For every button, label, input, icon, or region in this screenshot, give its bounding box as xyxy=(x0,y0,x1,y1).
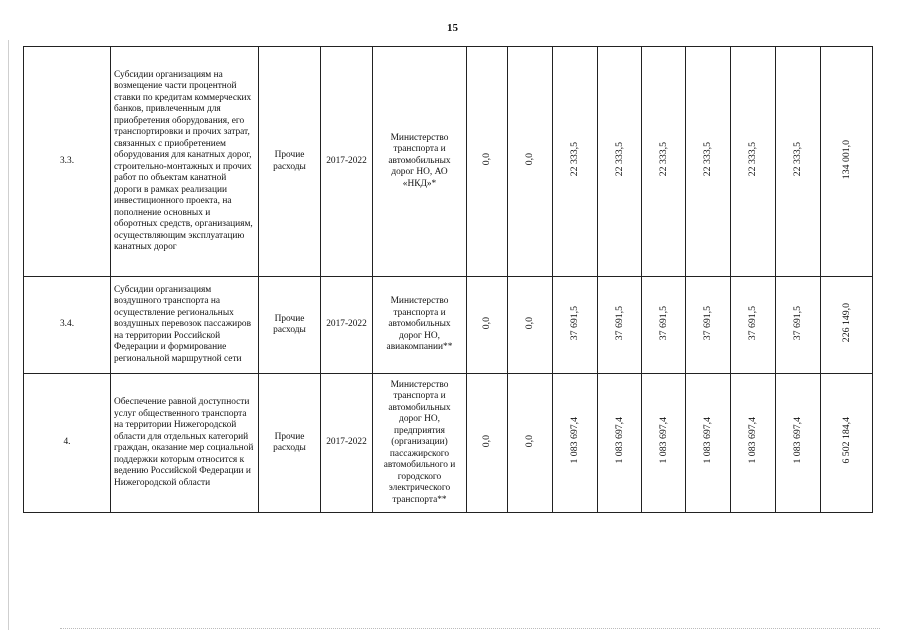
value-cell: 37 691,5 xyxy=(776,277,821,374)
total-cell: 226 149,0 xyxy=(821,277,873,374)
value-cell: 1 083 697,4 xyxy=(553,374,598,513)
value-cell: 22 333,5 xyxy=(598,47,642,277)
value-cell: 0,0 xyxy=(467,47,508,277)
table-row xyxy=(24,47,873,277)
period: 2017-2022 xyxy=(321,47,373,277)
period: 2017-2022 xyxy=(321,277,373,374)
value-cell: 1 083 697,4 xyxy=(686,374,731,513)
value-cell: 22 333,5 xyxy=(686,47,731,277)
scan-edge-left xyxy=(8,40,9,630)
value-cell: 22 333,5 xyxy=(731,47,776,277)
value-cell: 1 083 697,4 xyxy=(598,374,642,513)
total-cell: 6 502 184,4 xyxy=(821,374,873,513)
expense-type: Прочие расходы xyxy=(259,47,321,277)
table-row xyxy=(24,374,873,513)
row-description: Обеспечение равной доступности услуг общественного транспорта на территории Нижегородской области для отдельных категорий граждан, оказание мер социальной поддержки которым относится к ведению Российской Федерации и Нижегородской области xyxy=(111,374,259,513)
total-cell: 134 001,0 xyxy=(821,47,873,277)
row-number: 4. xyxy=(24,374,111,513)
value-cell: 0,0 xyxy=(467,374,508,513)
executor: Министерство транспорта и автомобильных дорог НО, предприятия (организации) пассажирского автомобильного и городского электрического транспорта** xyxy=(373,374,467,513)
table-row xyxy=(24,277,873,374)
value-cell: 1 083 697,4 xyxy=(776,374,821,513)
value-cell: 1 083 697,4 xyxy=(731,374,776,513)
row-number: 3.4. xyxy=(24,277,111,374)
value-cell: 1 083 697,4 xyxy=(642,374,686,513)
value-cell: 37 691,5 xyxy=(731,277,776,374)
value-cell: 0,0 xyxy=(508,374,553,513)
page-number: 15 xyxy=(447,22,458,34)
row-description: Субсидии организациям воздушного транспорта на осуществление региональных воздушных перевозок пассажиров на территории Российской Федерации и формирование региональной маршрутной сети xyxy=(111,277,259,374)
row-description: Субсидии организациям на возмещение части процентной ставки по кредитам коммерческих банков, привлеченным для приобретения оборудования, его транспортировки и прочих затрат, связанных с приобретением оборудования для канатных дорог, строительно-монтажных и прочих работ по объектам канатной дороги в рамках реализации инвестиционного проекта, на пополнение основных и оборотных средств, организациям, осуществляющим эксплуатацию канатных дорог xyxy=(111,47,259,277)
value-cell: 37 691,5 xyxy=(686,277,731,374)
value-cell: 22 333,5 xyxy=(642,47,686,277)
value-cell: 22 333,5 xyxy=(776,47,821,277)
executor: Министерство транспорта и автомобильных дорог НО, АО «НКД»* xyxy=(373,47,467,277)
value-cell: 0,0 xyxy=(508,277,553,374)
value-cell: 0,0 xyxy=(508,47,553,277)
value-cell: 0,0 xyxy=(467,277,508,374)
executor: Министерство транспорта и автомобильных дорог НО, авиакомпании** xyxy=(373,277,467,374)
budget-table xyxy=(23,46,873,513)
expense-type: Прочие расходы xyxy=(259,374,321,513)
period: 2017-2022 xyxy=(321,374,373,513)
value-cell: 37 691,5 xyxy=(642,277,686,374)
value-cell: 37 691,5 xyxy=(553,277,598,374)
expense-type: Прочие расходы xyxy=(259,277,321,374)
scan-edge-bottom xyxy=(60,628,880,630)
value-cell: 37 691,5 xyxy=(598,277,642,374)
row-number: 3.3. xyxy=(24,47,111,277)
value-cell: 22 333,5 xyxy=(553,47,598,277)
